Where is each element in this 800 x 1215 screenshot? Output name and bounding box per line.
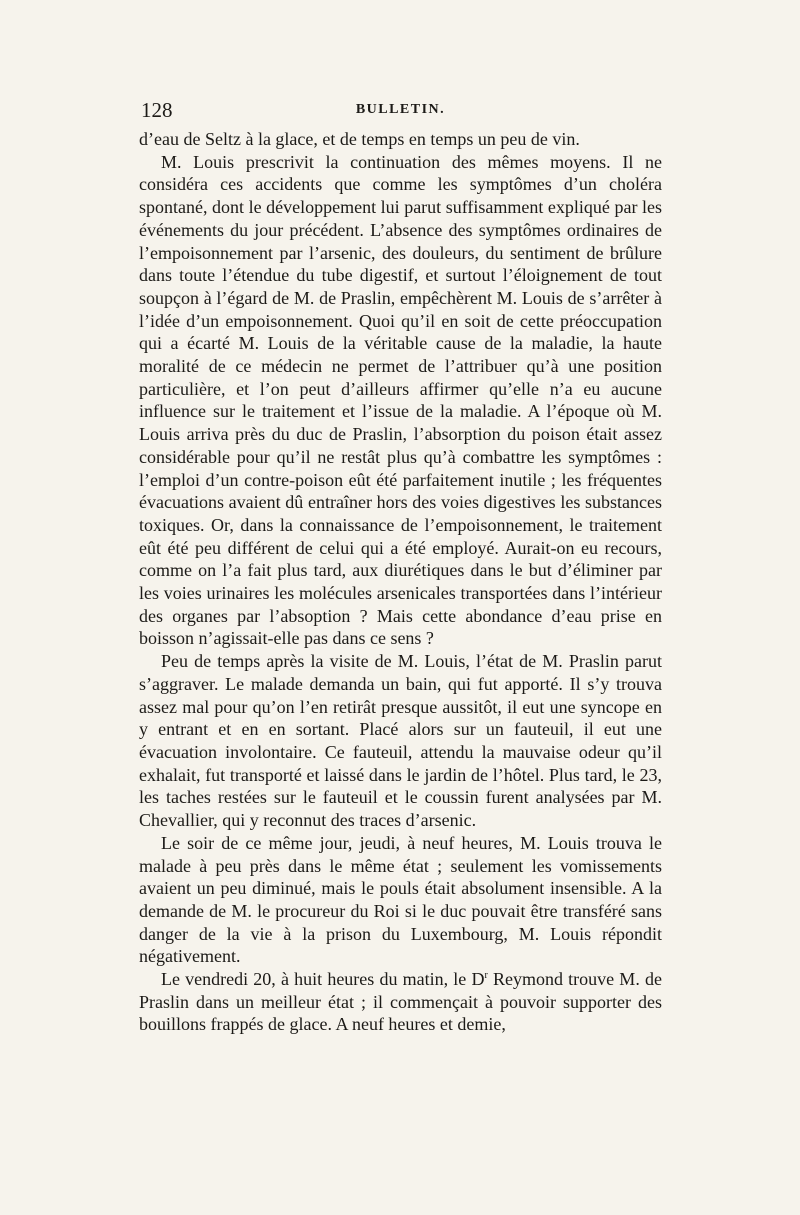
running-title: BULLETIN. <box>355 102 446 117</box>
paragraph-friday <box>139 968 662 1036</box>
page-header <box>139 98 662 124</box>
body-text <box>139 128 662 1036</box>
doctor-superscript: r <box>484 970 488 982</box>
friday-text-end: Reymond trouve M. de Praslin dans un meilleur état ; il commençait à pouvoir supporter des bouillons frappés de glace. A neuf heures et demie, <box>139 969 662 1035</box>
paragraph-louis-prescription: M. Louis prescrivit la continuation des mêmes moyens. Il ne considéra ces accidents que comme les symptômes d’un choléra spontané, dont le développement lui parut suffisamment expliqué par les événements du jour précédent. L’absence des symptômes ordinaires de l’empoisonnement par l’arsenic, des douleurs, du sentiment de brûlure dans toute l’étendue du tube digestif, et surtout l’éloignement de tout soupçon à l’égard de M. de Praslin, empêchèrent M. Louis de s’arrêter à l’idée d’un empoisonnement. Quoi qu’il en soit de cette préoccupation qui a écarté M. Louis de la véritable cause de la maladie, la haute moralité de ce médecin ne permet de l’attribuer qu’à une position particulière, et l’on peut d’ailleurs affirmer qu’elle n’a eu aucune influence sur le traitement et l’issue de la maladie. A l’époque où M. Louis arriva près du duc de Praslin, l’absorption du poison était assez considérable pour qu’il ne restât plus qu’à combattre les symptômes : l’emploi d’un contre-poison eût été parfaitement inutile ; les fréquentes évacuations avaient dû entraîner hors des voies digestives les substances toxiques. Or, dans la connaissance de l’empoisonnement, le traitement eût été peu différent de celui qui a été employé. Aurait-on eu recours, comme on l’a fait plus tard, aux diurétiques dans le but d’éliminer par les voies urinaires les molécules arsenicales transportées dans l’intérieur des organes par l’absoption ? Mais cette abondance d’eau prise en boisson n’agissait-elle pas dans ce sens ? <box>139 151 662 649</box>
page-number: 128 <box>141 98 173 122</box>
paragraph-evening-visit: Le soir de ce même jour, jeudi, à neuf heures, M. Louis trouva le malade à peu près dans le même état ; seulement les vomissements avaient un peu diminué, mais le pouls était absolument insensible. A la demande de M. le procureur du Roi si le duc pouvait être transféré sans danger de la vie à la prison du Luxembourg, M. Louis répondit négativement. <box>139 832 662 967</box>
friday-text-start: Le vendredi 20, à huit heures du matin, le D <box>161 969 485 990</box>
paragraph-continuation: d’eau de Seltz à la glace, et de temps en temps un peu de vin. <box>139 129 580 149</box>
paragraph-condition-worsens: Peu de temps après la visite de M. Louis, l’état de M. Praslin parut s’aggraver. Le malade demanda un bain, qui fut apporté. Il s’y trouva assez mal pour qu’on l’en retirât presque aussitôt, il eut une syncope en y entrant et en en sortant. Placé alors sur un fauteuil, il eut une évacuation involontaire. Ce fauteuil, attendu la mauvaise odeur qu’il exhalait, fut transporté et laissé dans le jardin de l’hôtel. Plus tard, le 23, les taches restées sur le fauteuil et le coussin furent analysées par M. Chevallier, qui y reconnut des traces d’arsenic. <box>139 651 662 831</box>
